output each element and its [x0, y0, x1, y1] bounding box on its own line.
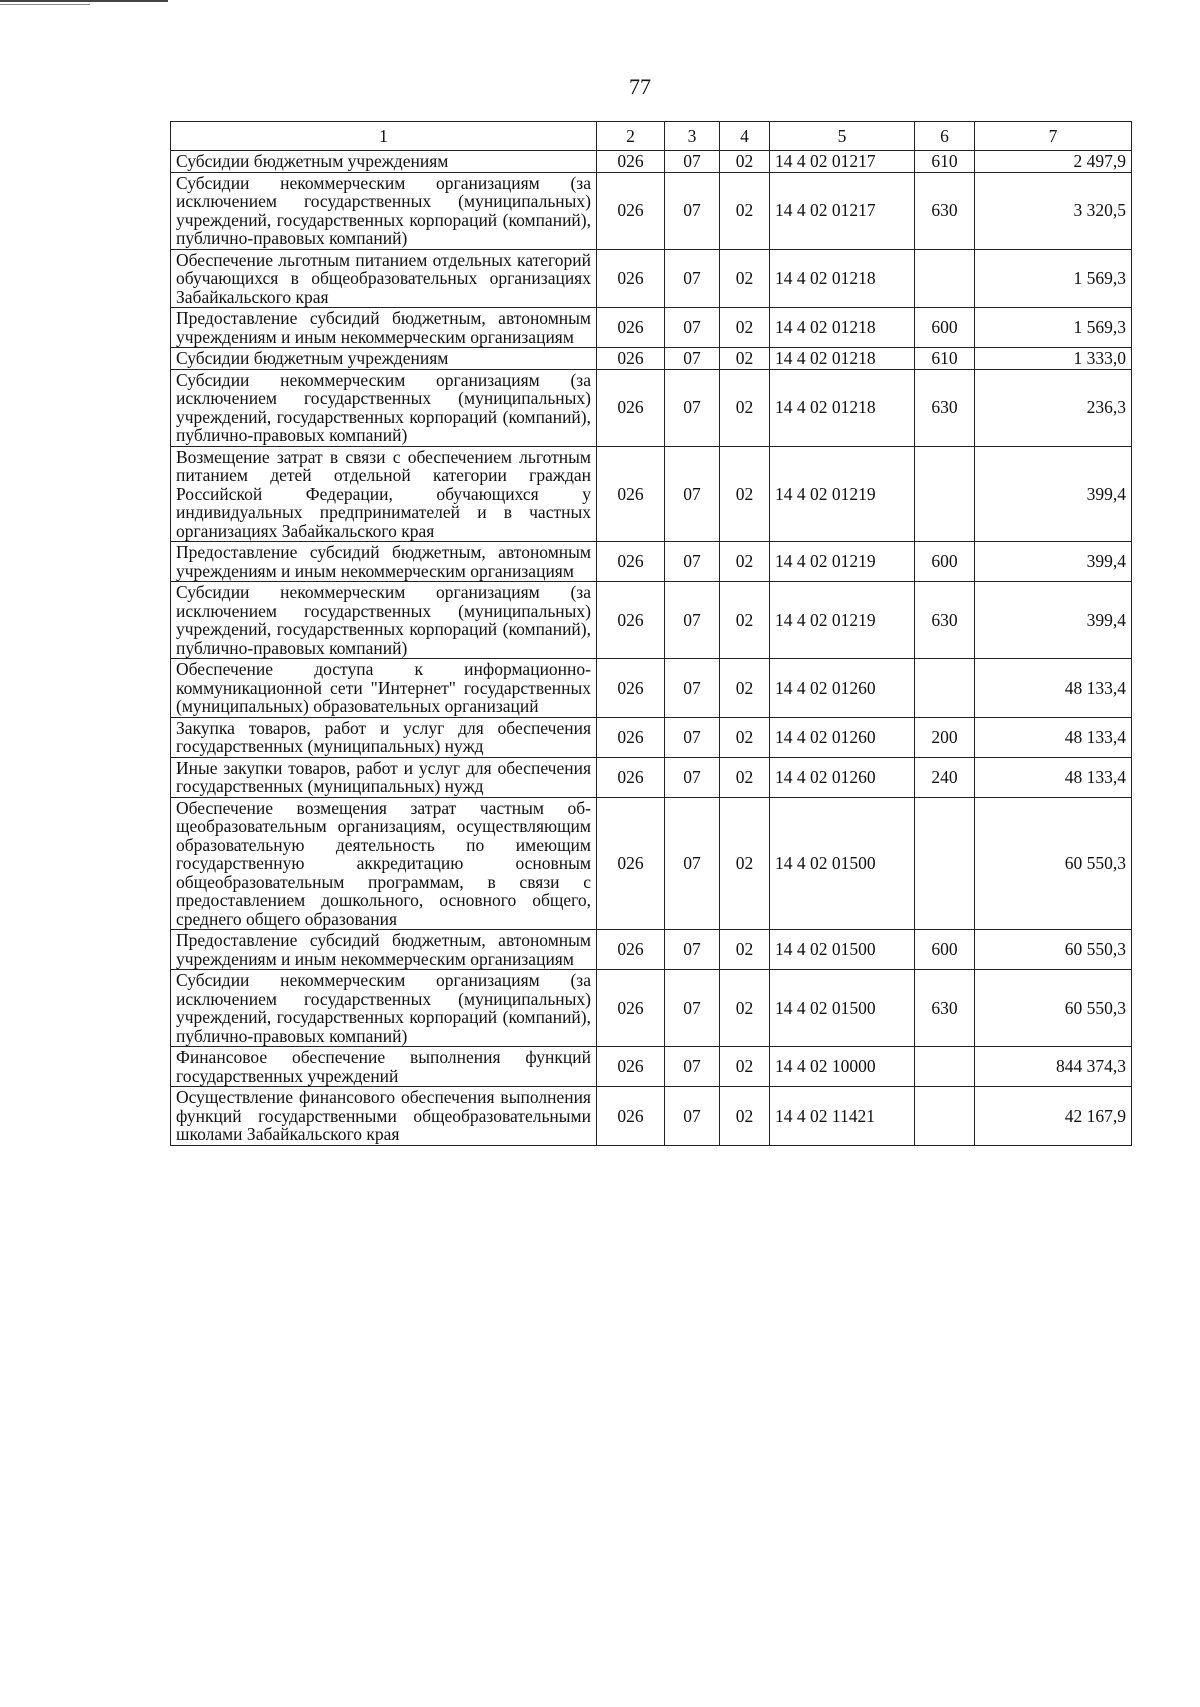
ministry-code-cell: 026	[597, 1087, 665, 1146]
section-code-cell: 07	[665, 717, 720, 757]
section-code-cell: 07	[665, 172, 720, 249]
header-row	[171, 122, 1132, 151]
row-name-cell: Предоставление субсидий бюджетным, автономным учреждениям и иным некоммерческим организациям	[171, 308, 597, 348]
ministry-code-cell: 026	[597, 582, 665, 659]
subsection-code-cell: 02	[720, 172, 770, 249]
section-code-cell: 07	[665, 369, 720, 446]
budget-table	[170, 121, 1132, 1146]
row-name-cell: Субсидии некоммерческим организациям (за исключением государственных (муниципальных) учреждений, государственных корпораций (компаний), публично-правовых компаний)	[171, 369, 597, 446]
section-code-cell: 07	[665, 930, 720, 970]
subsection-code-cell: 02	[720, 348, 770, 370]
amount-cell: 48 133,4	[975, 717, 1132, 757]
section-code-cell: 07	[665, 757, 720, 797]
column-header: 1	[171, 122, 597, 151]
amount-cell: 399,4	[975, 542, 1132, 582]
subsection-code-cell: 02	[720, 249, 770, 308]
section-code-cell: 07	[665, 970, 720, 1047]
amount-cell: 42 167,9	[975, 1087, 1132, 1146]
target-article-cell: 14 4 02 01218	[770, 369, 915, 446]
expense-type-cell: 200	[915, 717, 975, 757]
row-name-cell: Субсидии бюджетным учреждениям	[171, 348, 597, 370]
table-row	[171, 1087, 1132, 1146]
amount-cell: 399,4	[975, 582, 1132, 659]
row-name-cell: Предоставление субсидий бюджетным, автономным учреждениям и иным некоммерческим организациям	[171, 542, 597, 582]
column-header: 2	[597, 122, 665, 151]
row-name-cell: Закупка товаров, работ и услуг для обеспечения государственных (муниципальных) нужд	[171, 717, 597, 757]
amount-cell: 236,3	[975, 369, 1132, 446]
amount-cell: 399,4	[975, 446, 1132, 542]
target-article-cell: 14 4 02 01219	[770, 582, 915, 659]
ministry-code-cell: 026	[597, 348, 665, 370]
amount-cell: 60 550,3	[975, 797, 1132, 930]
ministry-code-cell: 026	[597, 542, 665, 582]
expense-type-cell: 610	[915, 151, 975, 173]
target-article-cell: 14 4 02 01219	[770, 542, 915, 582]
ministry-code-cell: 026	[597, 249, 665, 308]
table-row	[171, 582, 1132, 659]
expense-type-cell	[915, 1087, 975, 1146]
row-name-cell: Предоставление субсидий бюджетным, автономным учреждениям и иным некоммерческим организациям	[171, 930, 597, 970]
amount-cell: 48 133,4	[975, 659, 1132, 718]
table-row	[171, 1047, 1132, 1087]
expense-type-cell: 630	[915, 172, 975, 249]
target-article-cell: 14 4 02 01260	[770, 757, 915, 797]
row-name-cell: Субсидии некоммерческим организациям (за исключением государственных (муниципальных) учреждений, государственных корпораций (компаний), публично-правовых компаний)	[171, 172, 597, 249]
expense-type-cell	[915, 797, 975, 930]
table-row	[171, 970, 1132, 1047]
target-article-cell: 14 4 02 11421	[770, 1087, 915, 1146]
section-code-cell: 07	[665, 446, 720, 542]
section-code-cell: 07	[665, 542, 720, 582]
row-name-cell: Субсидии некоммерческим организациям (за исключением государственных (муниципальных) учреждений, государственных корпораций (компаний), публично-правовых компаний)	[171, 582, 597, 659]
table-row	[171, 797, 1132, 930]
column-header: 4	[720, 122, 770, 151]
section-code-cell: 07	[665, 1087, 720, 1146]
column-header: 6	[915, 122, 975, 151]
ministry-code-cell: 026	[597, 308, 665, 348]
expense-type-cell	[915, 446, 975, 542]
row-name-cell: Возмещение затрат в связи с обеспечением льготным питанием детей отдельной категории граждан Российской Федерации, обучающихся у индивидуальных предпринимателей и в частных организациях Забайкальского края	[171, 446, 597, 542]
column-header: 5	[770, 122, 915, 151]
table-row	[171, 446, 1132, 542]
section-code-cell: 07	[665, 348, 720, 370]
target-article-cell: 14 4 02 01219	[770, 446, 915, 542]
amount-cell: 844 374,3	[975, 1047, 1132, 1087]
expense-type-cell: 240	[915, 757, 975, 797]
table-row	[171, 369, 1132, 446]
ministry-code-cell: 026	[597, 369, 665, 446]
expense-type-cell	[915, 659, 975, 718]
ministry-code-cell: 026	[597, 446, 665, 542]
amount-cell: 2 497,9	[975, 151, 1132, 173]
ministry-code-cell: 026	[597, 970, 665, 1047]
table-row	[171, 249, 1132, 308]
table-row	[171, 172, 1132, 249]
expense-type-cell: 600	[915, 308, 975, 348]
expense-type-cell: 630	[915, 970, 975, 1047]
section-code-cell: 07	[665, 249, 720, 308]
expense-type-cell: 600	[915, 930, 975, 970]
subsection-code-cell: 02	[720, 369, 770, 446]
ministry-code-cell: 026	[597, 930, 665, 970]
target-article-cell: 14 4 02 01217	[770, 151, 915, 173]
target-article-cell: 14 4 02 01218	[770, 348, 915, 370]
amount-cell: 60 550,3	[975, 970, 1132, 1047]
ministry-code-cell: 026	[597, 717, 665, 757]
subsection-code-cell: 02	[720, 446, 770, 542]
subsection-code-cell: 02	[720, 542, 770, 582]
table-row	[171, 717, 1132, 757]
target-article-cell: 14 4 02 01260	[770, 659, 915, 718]
subsection-code-cell: 02	[720, 970, 770, 1047]
section-code-cell: 07	[665, 582, 720, 659]
amount-cell: 48 133,4	[975, 757, 1132, 797]
target-article-cell: 14 4 02 01217	[770, 172, 915, 249]
amount-cell: 60 550,3	[975, 930, 1132, 970]
section-code-cell: 07	[665, 659, 720, 718]
row-name-cell: Иные закупки товаров, работ и услуг для обеспечения государственных (муниципальных) нужд	[171, 757, 597, 797]
row-name-cell: Обеспечение льготным питанием отдельных категорий обучающихся в общеобразовательных организациях Забайкальского края	[171, 249, 597, 308]
expense-type-cell: 600	[915, 542, 975, 582]
target-article-cell: 14 4 02 01500	[770, 930, 915, 970]
row-name-cell: Обеспечение доступа к информационно-коммуникационной сети "Интернет" государственных (муниципальных) образовательных организаций	[171, 659, 597, 718]
table-row	[171, 659, 1132, 718]
subsection-code-cell: 02	[720, 930, 770, 970]
target-article-cell: 14 4 02 01218	[770, 249, 915, 308]
table-row	[171, 348, 1132, 370]
scan-edge-line-secondary	[0, 4, 90, 5]
column-header: 7	[975, 122, 1132, 151]
row-name-cell: Осуществление финансового обеспечения выполнения функций государственными общеобразовательными школами Забайкальского края	[171, 1087, 597, 1146]
target-article-cell: 14 4 02 01218	[770, 308, 915, 348]
amount-cell: 3 320,5	[975, 172, 1132, 249]
subsection-code-cell: 02	[720, 717, 770, 757]
section-code-cell: 07	[665, 1047, 720, 1087]
subsection-code-cell: 02	[720, 757, 770, 797]
subsection-code-cell: 02	[720, 659, 770, 718]
row-name-cell: Субсидии бюджетным учреждениям	[171, 151, 597, 173]
target-article-cell: 14 4 02 01500	[770, 970, 915, 1047]
ministry-code-cell: 026	[597, 172, 665, 249]
ministry-code-cell: 026	[597, 659, 665, 718]
column-header: 3	[665, 122, 720, 151]
row-name-cell: Субсидии некоммерческим организациям (за исключением государственных (муниципальных) учреждений, государственных корпораций (компаний), публично-правовых компаний)	[171, 970, 597, 1047]
subsection-code-cell: 02	[720, 151, 770, 173]
subsection-code-cell: 02	[720, 308, 770, 348]
subsection-code-cell: 02	[720, 1047, 770, 1087]
table-row	[171, 757, 1132, 797]
subsection-code-cell: 02	[720, 1087, 770, 1146]
page-number: 77	[629, 74, 651, 99]
subsection-code-cell: 02	[720, 797, 770, 930]
expense-type-cell: 630	[915, 369, 975, 446]
table-row	[171, 308, 1132, 348]
row-name-cell: Финансовое обеспечение выполнения функций государственных учреждений	[171, 1047, 597, 1087]
subsection-code-cell: 02	[720, 582, 770, 659]
ministry-code-cell: 026	[597, 757, 665, 797]
target-article-cell: 14 4 02 10000	[770, 1047, 915, 1087]
ministry-code-cell: 026	[597, 151, 665, 173]
table-row	[171, 151, 1132, 173]
section-code-cell: 07	[665, 797, 720, 930]
row-name-cell: Обеспечение возмещения затрат частным общеобразовательным организациям, осуществляющим образовательную деятельность по имеющим государственную аккредитацию основным общеобразовательным программам, в связи с предоставлением дошкольного, основного общего, среднего общего образования	[171, 797, 597, 930]
scan-edge-line	[0, 0, 168, 2]
table-row	[171, 542, 1132, 582]
table-row	[171, 930, 1132, 970]
target-article-cell: 14 4 02 01500	[770, 797, 915, 930]
expense-type-cell: 610	[915, 348, 975, 370]
amount-cell: 1 569,3	[975, 249, 1132, 308]
amount-cell: 1 569,3	[975, 308, 1132, 348]
amount-cell: 1 333,0	[975, 348, 1132, 370]
expense-type-cell	[915, 1047, 975, 1087]
target-article-cell: 14 4 02 01260	[770, 717, 915, 757]
expense-type-cell	[915, 249, 975, 308]
ministry-code-cell: 026	[597, 1047, 665, 1087]
ministry-code-cell: 026	[597, 797, 665, 930]
expense-type-cell: 630	[915, 582, 975, 659]
section-code-cell: 07	[665, 151, 720, 173]
section-code-cell: 07	[665, 308, 720, 348]
